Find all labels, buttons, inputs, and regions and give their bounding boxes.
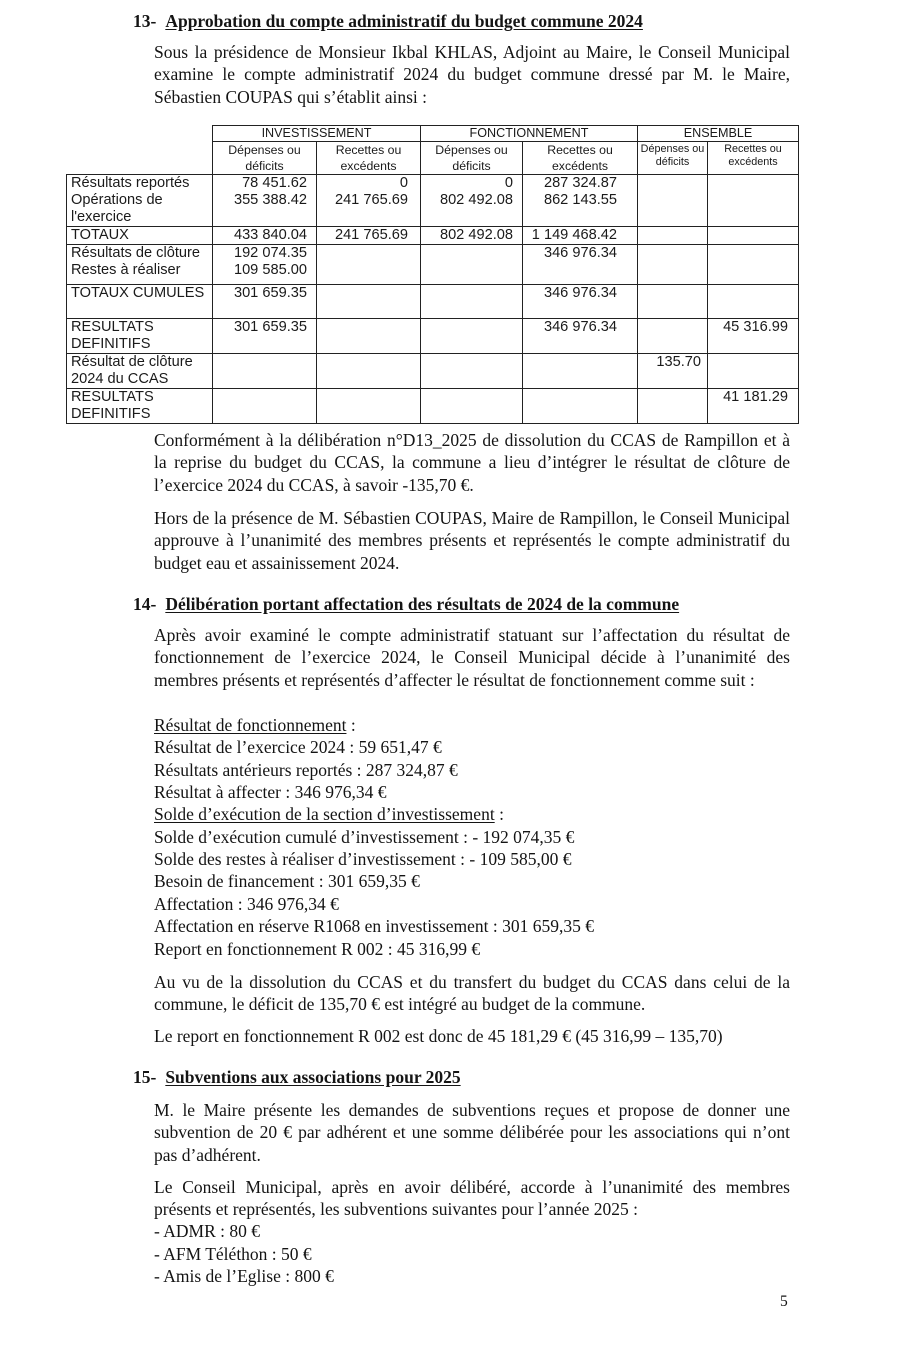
- cell: [317, 319, 421, 354]
- investissement-heading: Solde d’exécution de la section d’investissement :: [154, 804, 504, 824]
- result-line: Solde d’exécution cumulé d’investissement : - 192 074,35 €: [154, 827, 575, 847]
- ccas-integration-paragraph: Conformément à la délibération n°D13_2025 de dissolution du CCAS de Rampillon et à la reprise du budget du CCAS, la commune a lieu d’intégrer le résultat de clôture de l’exercice 2024 du CCAS, à savoir -135,70 €.: [154, 430, 790, 495]
- section-14-intro: Après avoir examiné le compte administratif statuant sur l’affectation du résultat de fonctionnement de l’exercice 2024, le Conseil Municipal décide à l’unanimité des membres présents et représentés d’affecter le résultat de fonctionnement comme suit :: [154, 625, 790, 690]
- cell: [317, 389, 421, 424]
- cell: [708, 245, 799, 285]
- cell: [421, 389, 523, 424]
- cell: 1 149 468.42: [523, 227, 638, 245]
- row-label: Résultats reportés Opérations de l'exercice: [67, 175, 213, 227]
- table-row: [67, 175, 799, 227]
- cell: 287 324.87 862 143.55: [523, 175, 638, 227]
- page-number: 5: [780, 1293, 788, 1310]
- cell: 192 074.35 109 585.00: [213, 245, 317, 285]
- corner-cell: [67, 142, 213, 175]
- cell: [638, 285, 708, 319]
- cell: [317, 354, 421, 389]
- result-line: Résultat à affecter : 346 976,34 €: [154, 782, 387, 802]
- cell: 802 492.08: [421, 227, 523, 245]
- section-title: Délibération portant affectation des résultats de 2024 de la commune: [165, 594, 680, 614]
- col-header: Recettes ou excédents: [523, 142, 638, 175]
- cell: [523, 389, 638, 424]
- cell: [708, 285, 799, 319]
- table-row: [67, 245, 799, 285]
- fonctionnement-heading: Résultat de fonctionnement :: [154, 715, 356, 735]
- subsidy-item: - Amis de l’Eglise : 800 €: [154, 1266, 334, 1286]
- subsidy-decision-paragraph: Le Conseil Municipal, après en avoir délibéré, accorde à l’unanimité des membres présents et représentés, les subventions suivantes pour l’année 2025 :: [154, 1177, 790, 1220]
- cell: 78 451.62 355 388.42: [213, 175, 317, 227]
- group-header-ensemble: ENSEMBLE: [638, 126, 799, 142]
- row-label: TOTAUX CUMULES: [67, 285, 213, 319]
- cell: [421, 245, 523, 285]
- result-line: Besoin de financement : 301 659,35 €: [154, 871, 420, 891]
- cell: 0 241 765.69: [317, 175, 421, 227]
- cell: [638, 319, 708, 354]
- section-title: Approbation du compte administratif du budget commune 2024: [165, 11, 643, 31]
- cell: [317, 285, 421, 319]
- section-number: 13-: [133, 11, 157, 31]
- col-header: Recettes ou excédents: [708, 142, 799, 175]
- row-label: Résultats de clôture Restes à réaliser: [67, 245, 213, 285]
- cell: 346 976.34: [523, 285, 638, 319]
- result-line: Résultat de l’exercice 2024 : 59 651,47 €: [154, 737, 442, 757]
- table-row: [67, 227, 799, 245]
- section-14-heading: [133, 594, 679, 615]
- cell: [708, 227, 799, 245]
- cell: 346 976.34: [523, 319, 638, 354]
- cell: 241 765.69: [317, 227, 421, 245]
- cell: 135.70: [638, 354, 708, 389]
- result-line: Report en fonctionnement R 002 : 45 316,99 €: [154, 939, 481, 959]
- dissolution-paragraph: Au vu de la dissolution du CCAS et du transfert du budget du CCAS dans celui de la commune, le déficit de 135,70 € est intégré au budget de la commune.: [154, 972, 790, 1015]
- group-header-fonctionnement: FONCTIONNEMENT: [421, 126, 638, 142]
- col-header: Dépenses ou déficits: [421, 142, 523, 175]
- table-row: [67, 354, 799, 389]
- compte-administratif-table: [66, 125, 799, 424]
- row-label: RESULTATS DEFINITIFS: [67, 319, 213, 354]
- cell: [523, 354, 638, 389]
- approval-paragraph: Hors de la présence de M. Sébastien COUPAS, Maire de Rampillon, le Conseil Municipal approuve à l’unanimité des membres présents et représentés le compte administratif du budget eau et assainissement 2024.: [154, 508, 790, 573]
- section-13-heading: [133, 11, 643, 32]
- col-header: Dépenses ou déficits: [638, 142, 708, 175]
- cell: [421, 319, 523, 354]
- section-13-intro: Sous la présidence de Monsieur Ikbal KHLAS, Adjoint au Maire, le Conseil Municipal examine le compte administratif 2024 du budget commune dressé par M. le Maire, Sébastien COUPAS qui s’établit ainsi :: [154, 42, 790, 107]
- cell: [708, 354, 799, 389]
- cell: [638, 245, 708, 285]
- cell: [421, 285, 523, 319]
- cell: [638, 227, 708, 245]
- cell: [708, 175, 799, 227]
- col-header: Recettes ou excédents: [317, 142, 421, 175]
- table-row: [67, 285, 799, 319]
- col-header: Dépenses ou déficits: [213, 142, 317, 175]
- cell: 346 976.34: [523, 245, 638, 285]
- cell: 301 659.35: [213, 319, 317, 354]
- cell: [213, 354, 317, 389]
- report-paragraph: Le report en fonctionnement R 002 est donc de 45 181,29 € (45 316,99 – 135,70): [154, 1026, 723, 1046]
- section-15-heading: [133, 1067, 461, 1088]
- table-row: [67, 319, 799, 354]
- subsidy-item: - AFM Téléthon : 50 €: [154, 1244, 312, 1264]
- cell: 301 659.35: [213, 285, 317, 319]
- section-title: Subventions aux associations pour 2025: [165, 1067, 461, 1087]
- result-line: Résultats antérieurs reportés : 287 324,87 €: [154, 760, 458, 780]
- cell: [638, 389, 708, 424]
- section-number: 14-: [133, 594, 157, 614]
- cell: [638, 175, 708, 227]
- result-line: Affectation en réserve R1068 en investissement : 301 659,35 €: [154, 916, 594, 936]
- result-line: Solde des restes à réaliser d’investissement : - 109 585,00 €: [154, 849, 572, 869]
- row-label: Résultat de clôture 2024 du CCAS: [67, 354, 213, 389]
- cell: [317, 245, 421, 285]
- cell: [421, 354, 523, 389]
- subsidy-proposal-paragraph: M. le Maire présente les demandes de subventions reçues et propose de donner une subvention de 20 € par adhérent et une somme délibérée pour les associations qui n’ont pas d’adhérent.: [154, 1100, 790, 1165]
- cell: 0 802 492.08: [421, 175, 523, 227]
- section-number: 15-: [133, 1067, 157, 1087]
- result-line: Affectation : 346 976,34 €: [154, 894, 339, 914]
- group-header-investissement: INVESTISSEMENT: [213, 126, 421, 142]
- cell: 433 840.04: [213, 227, 317, 245]
- cell: 45 316.99: [708, 319, 799, 354]
- table-row: [67, 389, 799, 424]
- corner-cell: [67, 126, 213, 142]
- subsidy-item: - ADMR : 80 €: [154, 1221, 260, 1241]
- cell: 41 181.29: [708, 389, 799, 424]
- cell: [213, 389, 317, 424]
- row-label: TOTAUX: [67, 227, 213, 245]
- row-label: RESULTATS DEFINITIFS: [67, 389, 213, 424]
